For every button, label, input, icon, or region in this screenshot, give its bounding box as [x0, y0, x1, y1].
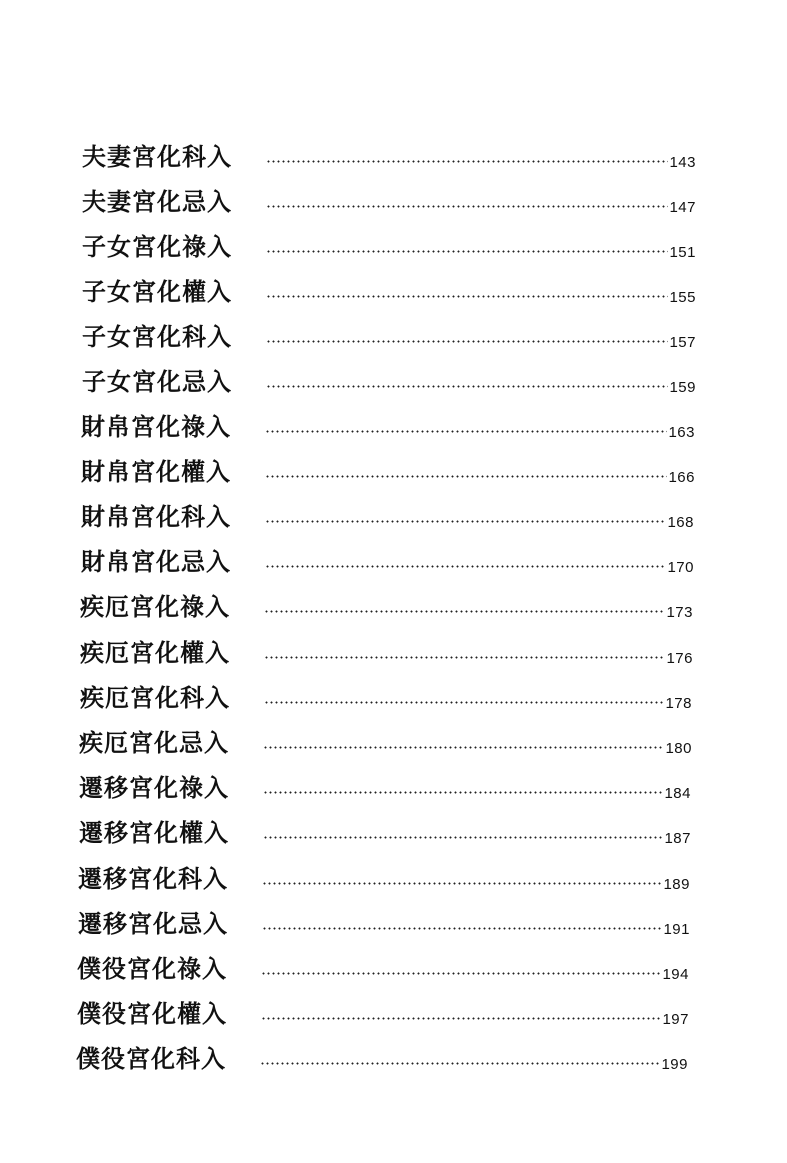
toc-entry[interactable] — [78, 905, 690, 939]
toc-entry-title: 疾厄宮化權入 — [80, 639, 230, 667]
toc-entry-page: 168 — [667, 514, 694, 531]
toc-entry-title: 僕役宮化權入 — [77, 1000, 227, 1028]
toc-entry-page: 187 — [664, 830, 691, 847]
toc-entry[interactable] — [77, 950, 689, 984]
toc-entry[interactable] — [80, 588, 693, 622]
toc-entry-page: 163 — [668, 424, 695, 441]
toc-dot-leader — [264, 701, 664, 704]
toc-dot-leader — [263, 746, 664, 749]
toc-entry-title: 疾厄宮化祿入 — [80, 593, 230, 621]
toc-entry[interactable] — [81, 543, 694, 577]
toc-entry[interactable] — [82, 318, 696, 352]
toc-dot-leader — [262, 927, 662, 930]
toc-entry-title: 子女宮化祿入 — [82, 233, 232, 261]
toc-entry-title: 夫妻宮化忌入 — [82, 188, 232, 216]
toc-dot-leader — [261, 972, 661, 975]
toc-dot-leader — [260, 1062, 660, 1065]
toc-entry-page: 184 — [664, 785, 691, 802]
toc-entry[interactable] — [82, 363, 696, 397]
toc-entry-page: 173 — [666, 604, 693, 621]
toc-dot-leader — [263, 791, 663, 794]
toc-entry-page: 180 — [665, 740, 692, 757]
toc-entry[interactable] — [79, 814, 691, 848]
toc-entry-title: 疾厄宮化忌入 — [79, 729, 229, 757]
toc-entry[interactable] — [81, 408, 695, 442]
toc-entry[interactable] — [81, 453, 695, 487]
toc-entry-title: 疾厄宮化科入 — [80, 684, 230, 712]
toc-entry[interactable] — [82, 138, 696, 172]
toc-entry-title: 財帛宮化祿入 — [81, 413, 231, 441]
toc-dot-leader — [265, 520, 666, 523]
toc-entry-title: 遷移宮化科入 — [78, 865, 228, 893]
toc-entry-page: 194 — [662, 966, 689, 983]
toc-entry-title: 財帛宮化權入 — [81, 458, 231, 486]
toc-dot-leader — [265, 475, 667, 478]
toc-entry-title: 子女宮化科入 — [82, 323, 232, 351]
toc-entry-title: 遷移宮化忌入 — [78, 910, 228, 938]
toc-entry-page: 155 — [669, 289, 696, 306]
toc-entry[interactable] — [82, 273, 696, 307]
toc-dot-leader — [266, 385, 668, 388]
toc-entry[interactable] — [80, 679, 692, 713]
toc-dot-leader — [266, 250, 668, 253]
toc-entry-page: 199 — [661, 1056, 688, 1073]
toc-dot-leader — [266, 160, 668, 163]
toc-entry-page: 191 — [663, 921, 690, 938]
toc-entry-title: 僕役宮化科入 — [76, 1045, 226, 1073]
toc-dot-leader — [264, 656, 665, 659]
toc-entry-page: 178 — [665, 695, 692, 712]
toc-entry-title: 財帛宮化忌入 — [81, 548, 231, 576]
toc-entry[interactable] — [79, 769, 691, 803]
toc-entry-title: 僕役宮化祿入 — [77, 955, 227, 983]
toc-entry-page: 176 — [666, 650, 693, 667]
toc-entry[interactable] — [81, 498, 694, 532]
toc-entry-page: 189 — [663, 876, 690, 893]
toc-entry-page: 197 — [662, 1011, 689, 1028]
toc-entry[interactable] — [80, 634, 693, 668]
toc-entry-page: 166 — [668, 469, 695, 486]
toc-entry[interactable] — [82, 228, 696, 262]
toc-dot-leader — [263, 836, 663, 839]
toc-entry-title: 子女宮化權入 — [82, 278, 232, 306]
toc-dot-leader — [261, 1017, 661, 1020]
toc-entry-page: 151 — [669, 244, 696, 261]
toc-dot-leader — [266, 340, 668, 343]
toc-dot-leader — [265, 430, 667, 433]
toc-entry[interactable] — [82, 183, 696, 217]
toc-dot-leader — [265, 565, 666, 568]
toc-entry[interactable] — [76, 1040, 688, 1074]
toc-entry-page: 159 — [669, 379, 696, 396]
toc-entry-page: 157 — [669, 334, 696, 351]
toc-entry[interactable] — [79, 724, 692, 758]
toc-entry[interactable] — [77, 995, 689, 1029]
toc-entry-title: 夫妻宮化科入 — [82, 143, 232, 171]
toc-entry-page: 170 — [667, 559, 694, 576]
toc-entry-page: 143 — [669, 154, 696, 171]
toc-dot-leader — [266, 295, 668, 298]
toc-dot-leader — [266, 205, 668, 208]
toc-entry-page: 147 — [669, 199, 696, 216]
toc-dot-leader — [264, 610, 665, 613]
toc-entry-title: 財帛宮化科入 — [81, 503, 231, 531]
toc-entry-title: 遷移宮化權入 — [79, 819, 229, 847]
toc-entry-title: 遷移宮化祿入 — [79, 774, 229, 802]
toc-dot-leader — [262, 882, 662, 885]
toc-entry-title: 子女宮化忌入 — [82, 368, 232, 396]
toc-entry[interactable] — [78, 860, 690, 894]
